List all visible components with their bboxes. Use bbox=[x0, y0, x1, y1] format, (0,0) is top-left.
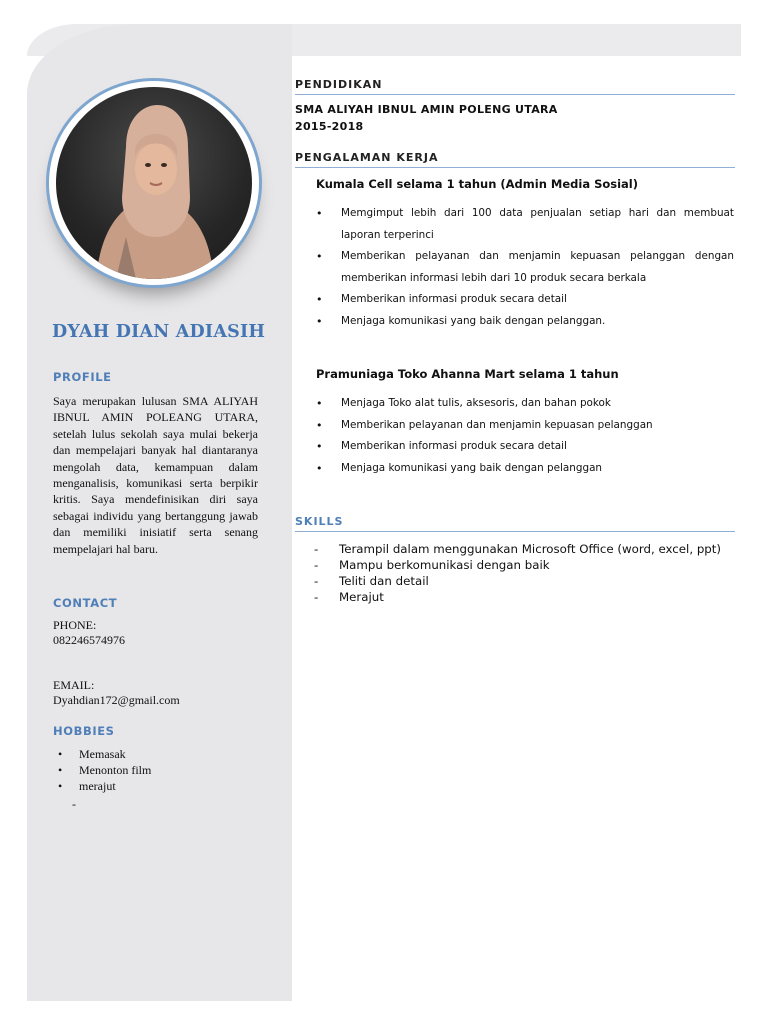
list-item: - Teliti dan detail bbox=[314, 573, 734, 589]
list-item: - Terampil dalam menggunakan Microsoft Office (word, excel, ppt) bbox=[314, 541, 734, 557]
profile-photo-frame bbox=[46, 78, 262, 288]
list-item: - Merajut bbox=[314, 589, 734, 605]
list-item: • Menjaga komunikasi yang baik dengan pelanggan. bbox=[314, 311, 734, 333]
list-item: • Memberikan informasi produk secara detail bbox=[314, 289, 734, 311]
experience-divider bbox=[295, 167, 735, 168]
job-title: Kumala Cell selama 1 tahun (Admin Media Sosial) bbox=[316, 177, 639, 191]
list-item: • Memberikan informasi produk secara detail bbox=[314, 436, 734, 458]
email-label: EMAIL: bbox=[53, 678, 95, 692]
profile-heading: PROFILE bbox=[53, 370, 112, 384]
education-years: 2015-2018 bbox=[295, 120, 364, 133]
list-item: • Memgimput lebih dari 100 data penjualan setiap hari dan membuat laporan terperinci bbox=[314, 203, 734, 246]
contact-heading: CONTACT bbox=[53, 596, 118, 610]
job-duties-list bbox=[314, 393, 734, 479]
portrait-illustration bbox=[56, 87, 252, 279]
profile-photo bbox=[56, 87, 252, 279]
education-divider bbox=[295, 94, 735, 95]
job-duties-list bbox=[314, 203, 734, 332]
skills-heading: SKILLS bbox=[295, 515, 344, 528]
hobbies-heading: HOBBIES bbox=[53, 724, 115, 738]
list-item: • Menonton film bbox=[53, 762, 151, 778]
hobbies-list bbox=[53, 746, 151, 794]
list-item: • Menjaga Toko alat tulis, aksesoris, dan bahan pokok bbox=[314, 393, 734, 415]
skills-list bbox=[314, 541, 734, 605]
email-value: Dyahdian172@gmail.com bbox=[53, 693, 180, 707]
phone-value: 082246574976 bbox=[53, 633, 125, 647]
profile-text: Saya merupakan lulusan SMA ALIYAH IBNUL AMIN POLEANG UTARA, setelah lulus sekolah saya mulai bekerja dan mempelajari banyak hal diantaranya mengolah data, kemampuan dalam menganalisis, komunikasi serta berpikir kritis. Saya mendefinisikan diri saya sebagai individu yang bertanggung jawab dan memiliki inisiatif serta senang mempelajari hal baru. bbox=[53, 394, 258, 556]
job-title: Pramuniaga Toko Ahanna Mart selama 1 tahun bbox=[316, 367, 619, 381]
list-item: - Mampu berkomunikasi dengan baik bbox=[314, 557, 734, 573]
education-school: SMA ALIYAH IBNUL AMIN POLENG UTARA bbox=[295, 103, 558, 116]
list-item: • Memasak bbox=[53, 746, 151, 762]
list-item: • Memberikan pelayanan dan menjamin kepuasan pelanggan bbox=[314, 415, 734, 437]
list-item: • merajut bbox=[53, 778, 151, 794]
hobbies-trailing-dash: - bbox=[72, 797, 76, 811]
skills-divider bbox=[295, 531, 735, 532]
candidate-name: DYAH DIAN ADIASIH bbox=[52, 322, 266, 342]
list-item: • Menjaga komunikasi yang baik dengan pelanggan bbox=[314, 458, 734, 480]
phone-label: PHONE: bbox=[53, 618, 97, 632]
education-heading: PENDIDIKAN bbox=[295, 78, 383, 91]
experience-heading: PENGALAMAN KERJA bbox=[295, 151, 439, 164]
list-item: • Memberikan pelayanan dan menjamin kepuasan pelanggan dengan memberikan informasi lebih dari 10 produk secara berkala bbox=[314, 246, 734, 289]
